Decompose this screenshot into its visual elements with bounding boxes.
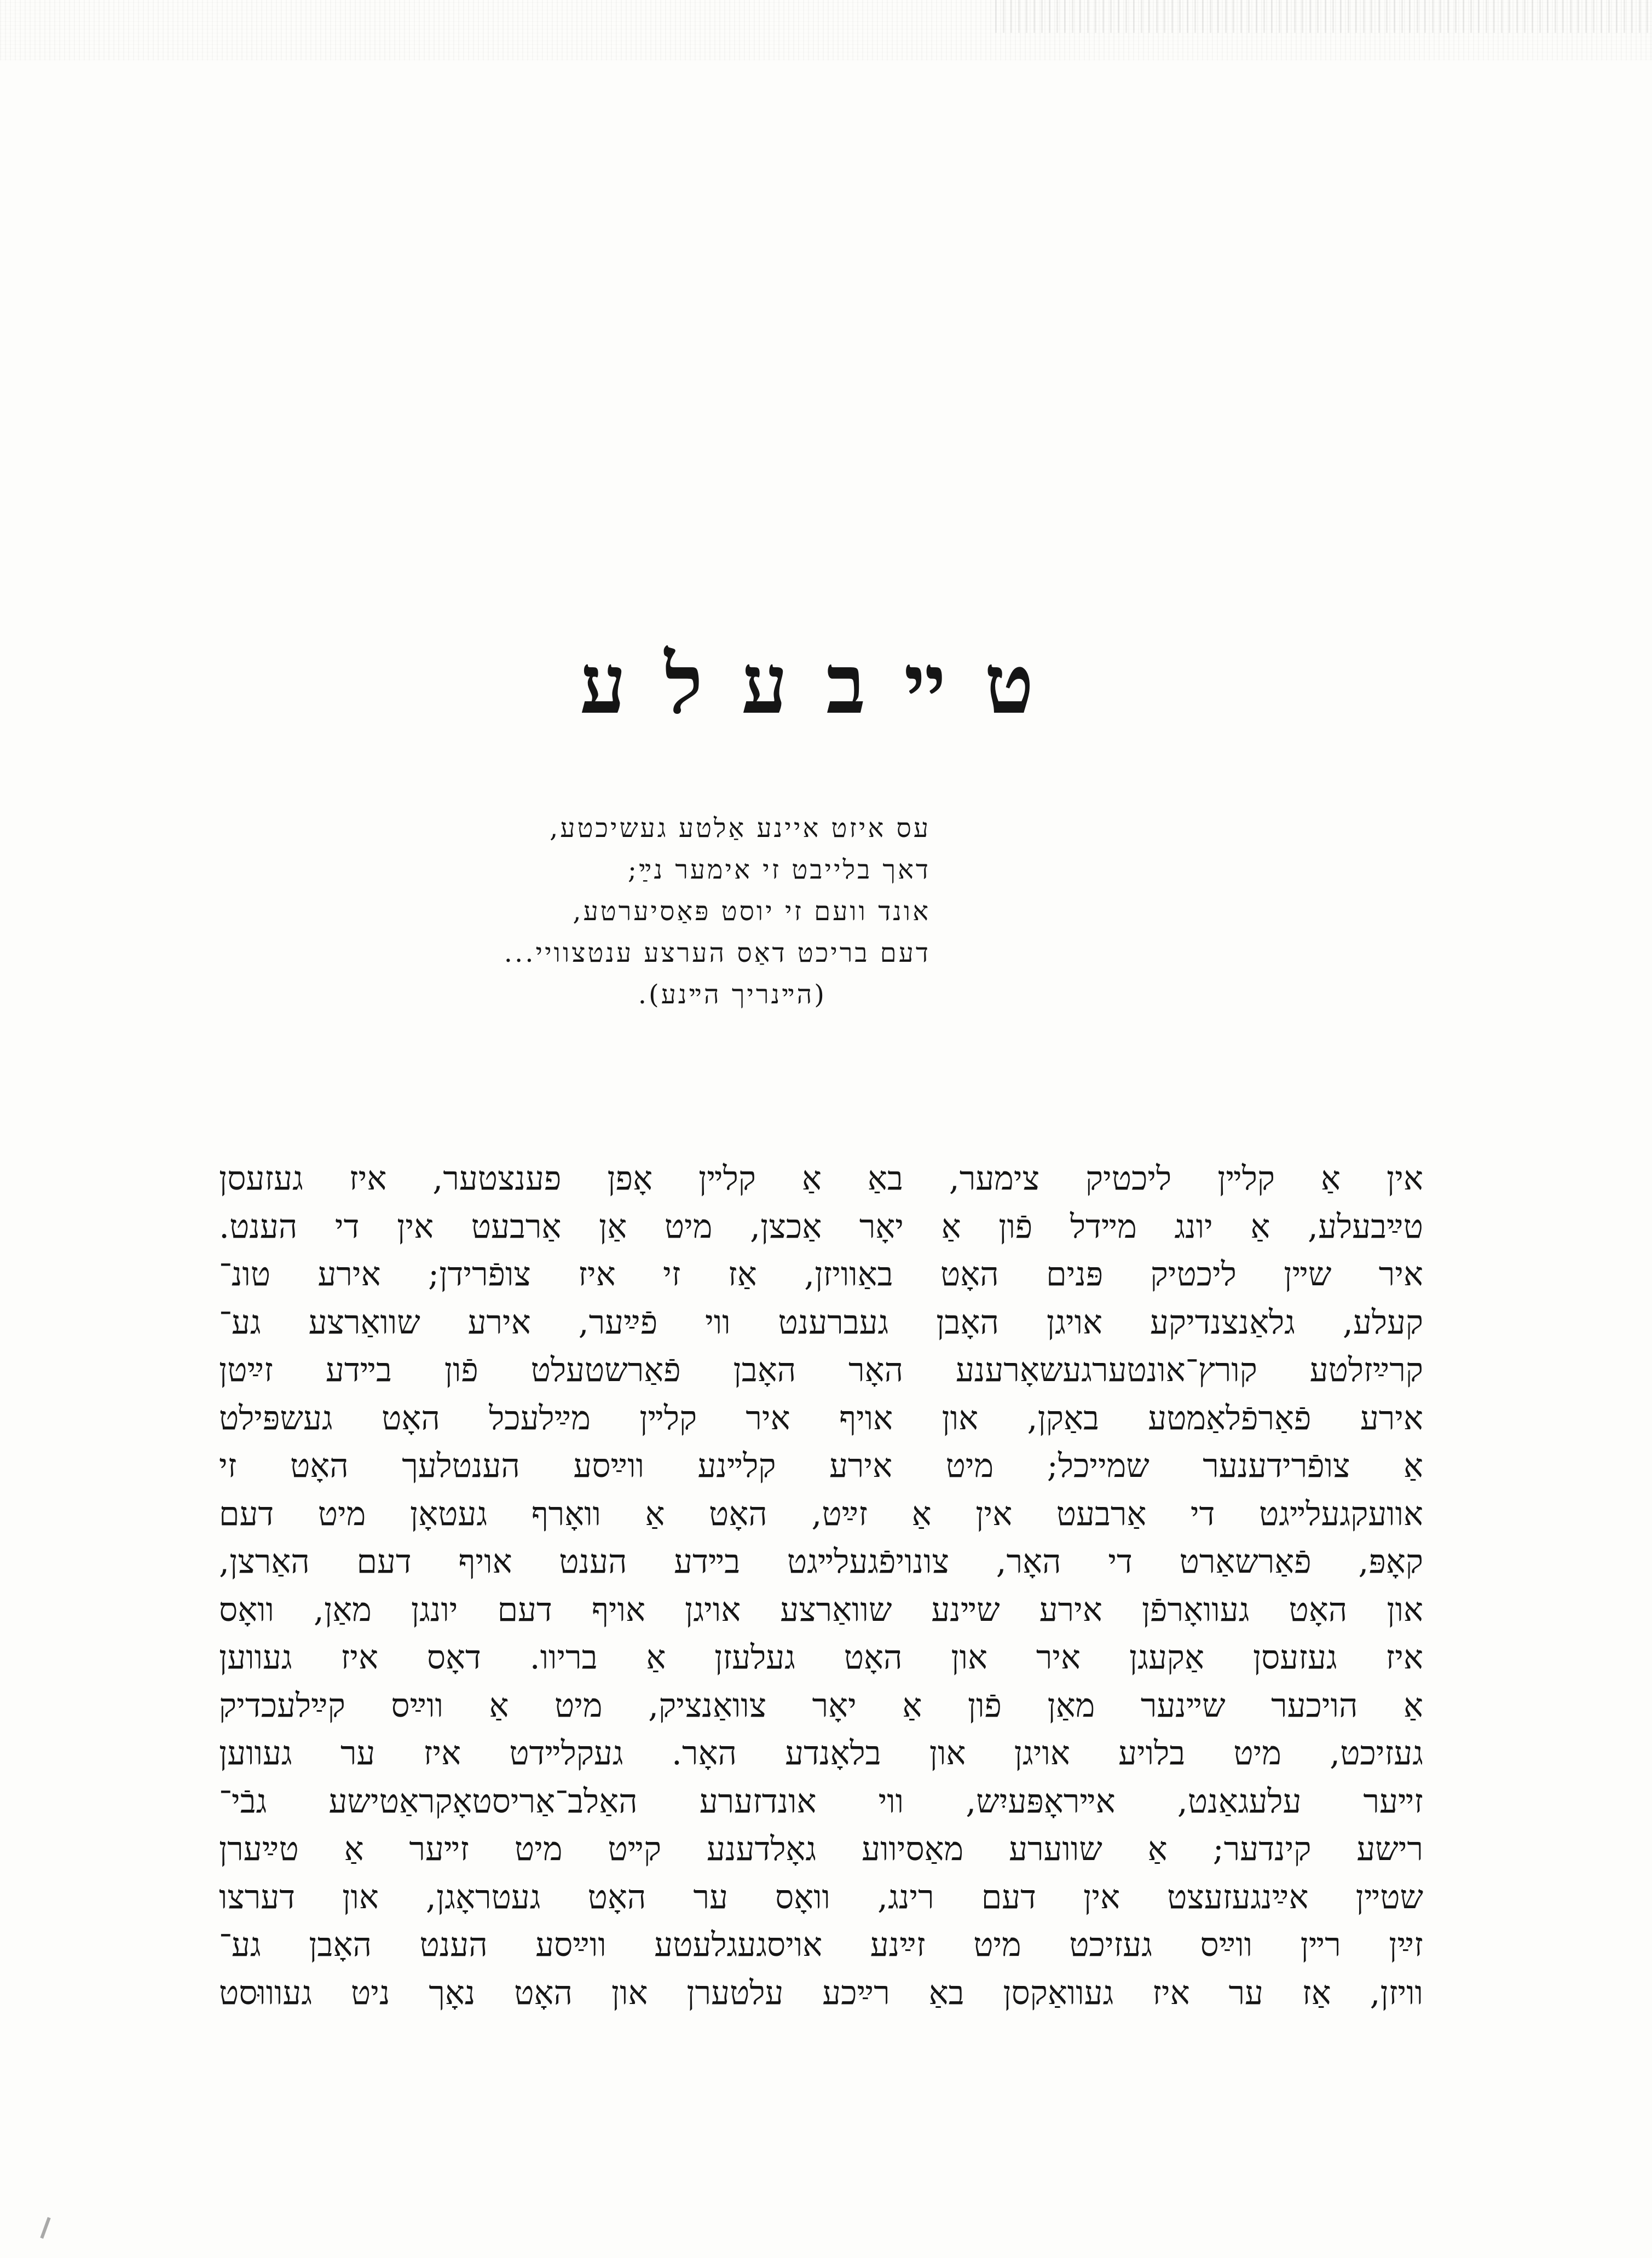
epigraph-line: אונד וועם זי יוסט פּאַסיערטע, (573, 896, 931, 927)
story-title: טײבעלע (580, 636, 1072, 732)
body-line: זײער עלעגאַנט, אײראָפּעיִש, ווי אונדזערע האַלב־אַריסטאָקראַטישע גבֿי־ (219, 1782, 1423, 1821)
body-line: איר שײן ליכטיק פּנים האָט באַוויזן, אַז זי איז צופֿרידן; אירע טונ־ (219, 1255, 1423, 1293)
body-line: אירע פֿאַרפֿלאַמטע באַקן, און אויף איר קלײן מײַלעכל האָט געשפּילט (219, 1399, 1423, 1437)
body-line: זײַן רײן ווײַס געזיכט מיט זײַנע אויסגעגלעטע ווײַסע הענט האָבן גע־ (219, 1926, 1423, 1964)
body-line: וויזן, אַז ער איז געוואַקסן באַ רײַכע עלטערן און האָט נאָך ניט געוווּסט (219, 1973, 1423, 2012)
scan-mark (40, 2217, 50, 2239)
body-line: קאָפּ, פֿאַרשאַרט די האָר, צונויפֿגעלײגט בײדע הענט אויף דעם האַרצן, (219, 1543, 1424, 1581)
epigraph-line: דאך בלייבט זי אימער נײַ; (627, 854, 931, 885)
body-line: קעלע, גלאַנצנדיקע אויגן האָבן געברענט ווי פֿײַער, אירע שוואַרצע גע־ (219, 1303, 1423, 1342)
body-line: אוועקגעלײגט די אַרבעט אין אַ זײַט, האָט אַ וואָרף געטאָן מיט דעם (219, 1494, 1423, 1533)
epigraph (405, 807, 931, 1015)
epigraph-line: עס איזט איינע אַלטע געשיכטע, (550, 813, 931, 844)
body-line: קרײַזלטע קורץ־אונטערגעשאָרענע האָר האָבן פֿאַרשטעלט פֿון בײדע זײַטן (219, 1351, 1423, 1389)
epigraph-line: דעם בריכט דאַס הערצע ענטצוויי... (504, 938, 931, 968)
scan-noise-top-dark (995, 0, 1652, 33)
body-line: אַ צופֿרידענער שמייכל; מיט אירע קלײנע ווײַסע הענטלעך האָט זי (219, 1447, 1423, 1485)
body-line: און האָט געוואָרפֿן אירע שײנע שוואַרצע אויגן אויף דעם יונגן מאַן, וואָס (219, 1590, 1423, 1629)
body-line: איז געזעסן אַקעגן איר און האָט געלעזן אַ בריוו. דאָס איז געווען (219, 1638, 1423, 1677)
body-line: רישע קינדער; אַ שווערע מאַסיווע גאָלדענע קײט מיט זײער אַ טײַערן (219, 1830, 1423, 1868)
epigraph-attribution: (הײנריך הײנע). (638, 979, 827, 1010)
body-line: טײַבעלע, אַ יונג מײדל פֿון אַ יאָר אַכצן, מיט אַן אַרבעט אין די הענט. (219, 1207, 1423, 1246)
body-line: אַ הויכער שײנער מאַן פֿון אַ יאָר צוואַנציק, מיט אַ ווײַס קײַלעכדיק (219, 1686, 1423, 1725)
body-line: אין אַ קלײן ליכטיק צימער, באַ אַ קלײן אָפן פענצטער, איז געזעסן (219, 1159, 1424, 1198)
body-line: שטײן אײַנגעזעצט אין דעם רינג, וואָס ער האָט געטראָגן, און דערצו (219, 1878, 1423, 1916)
body-text (219, 1155, 1423, 2017)
body-line: געזיכט, מיט בלויע אויגן און בלאָנדע האָר. געקלײדט איז ער געווען (219, 1734, 1423, 1772)
